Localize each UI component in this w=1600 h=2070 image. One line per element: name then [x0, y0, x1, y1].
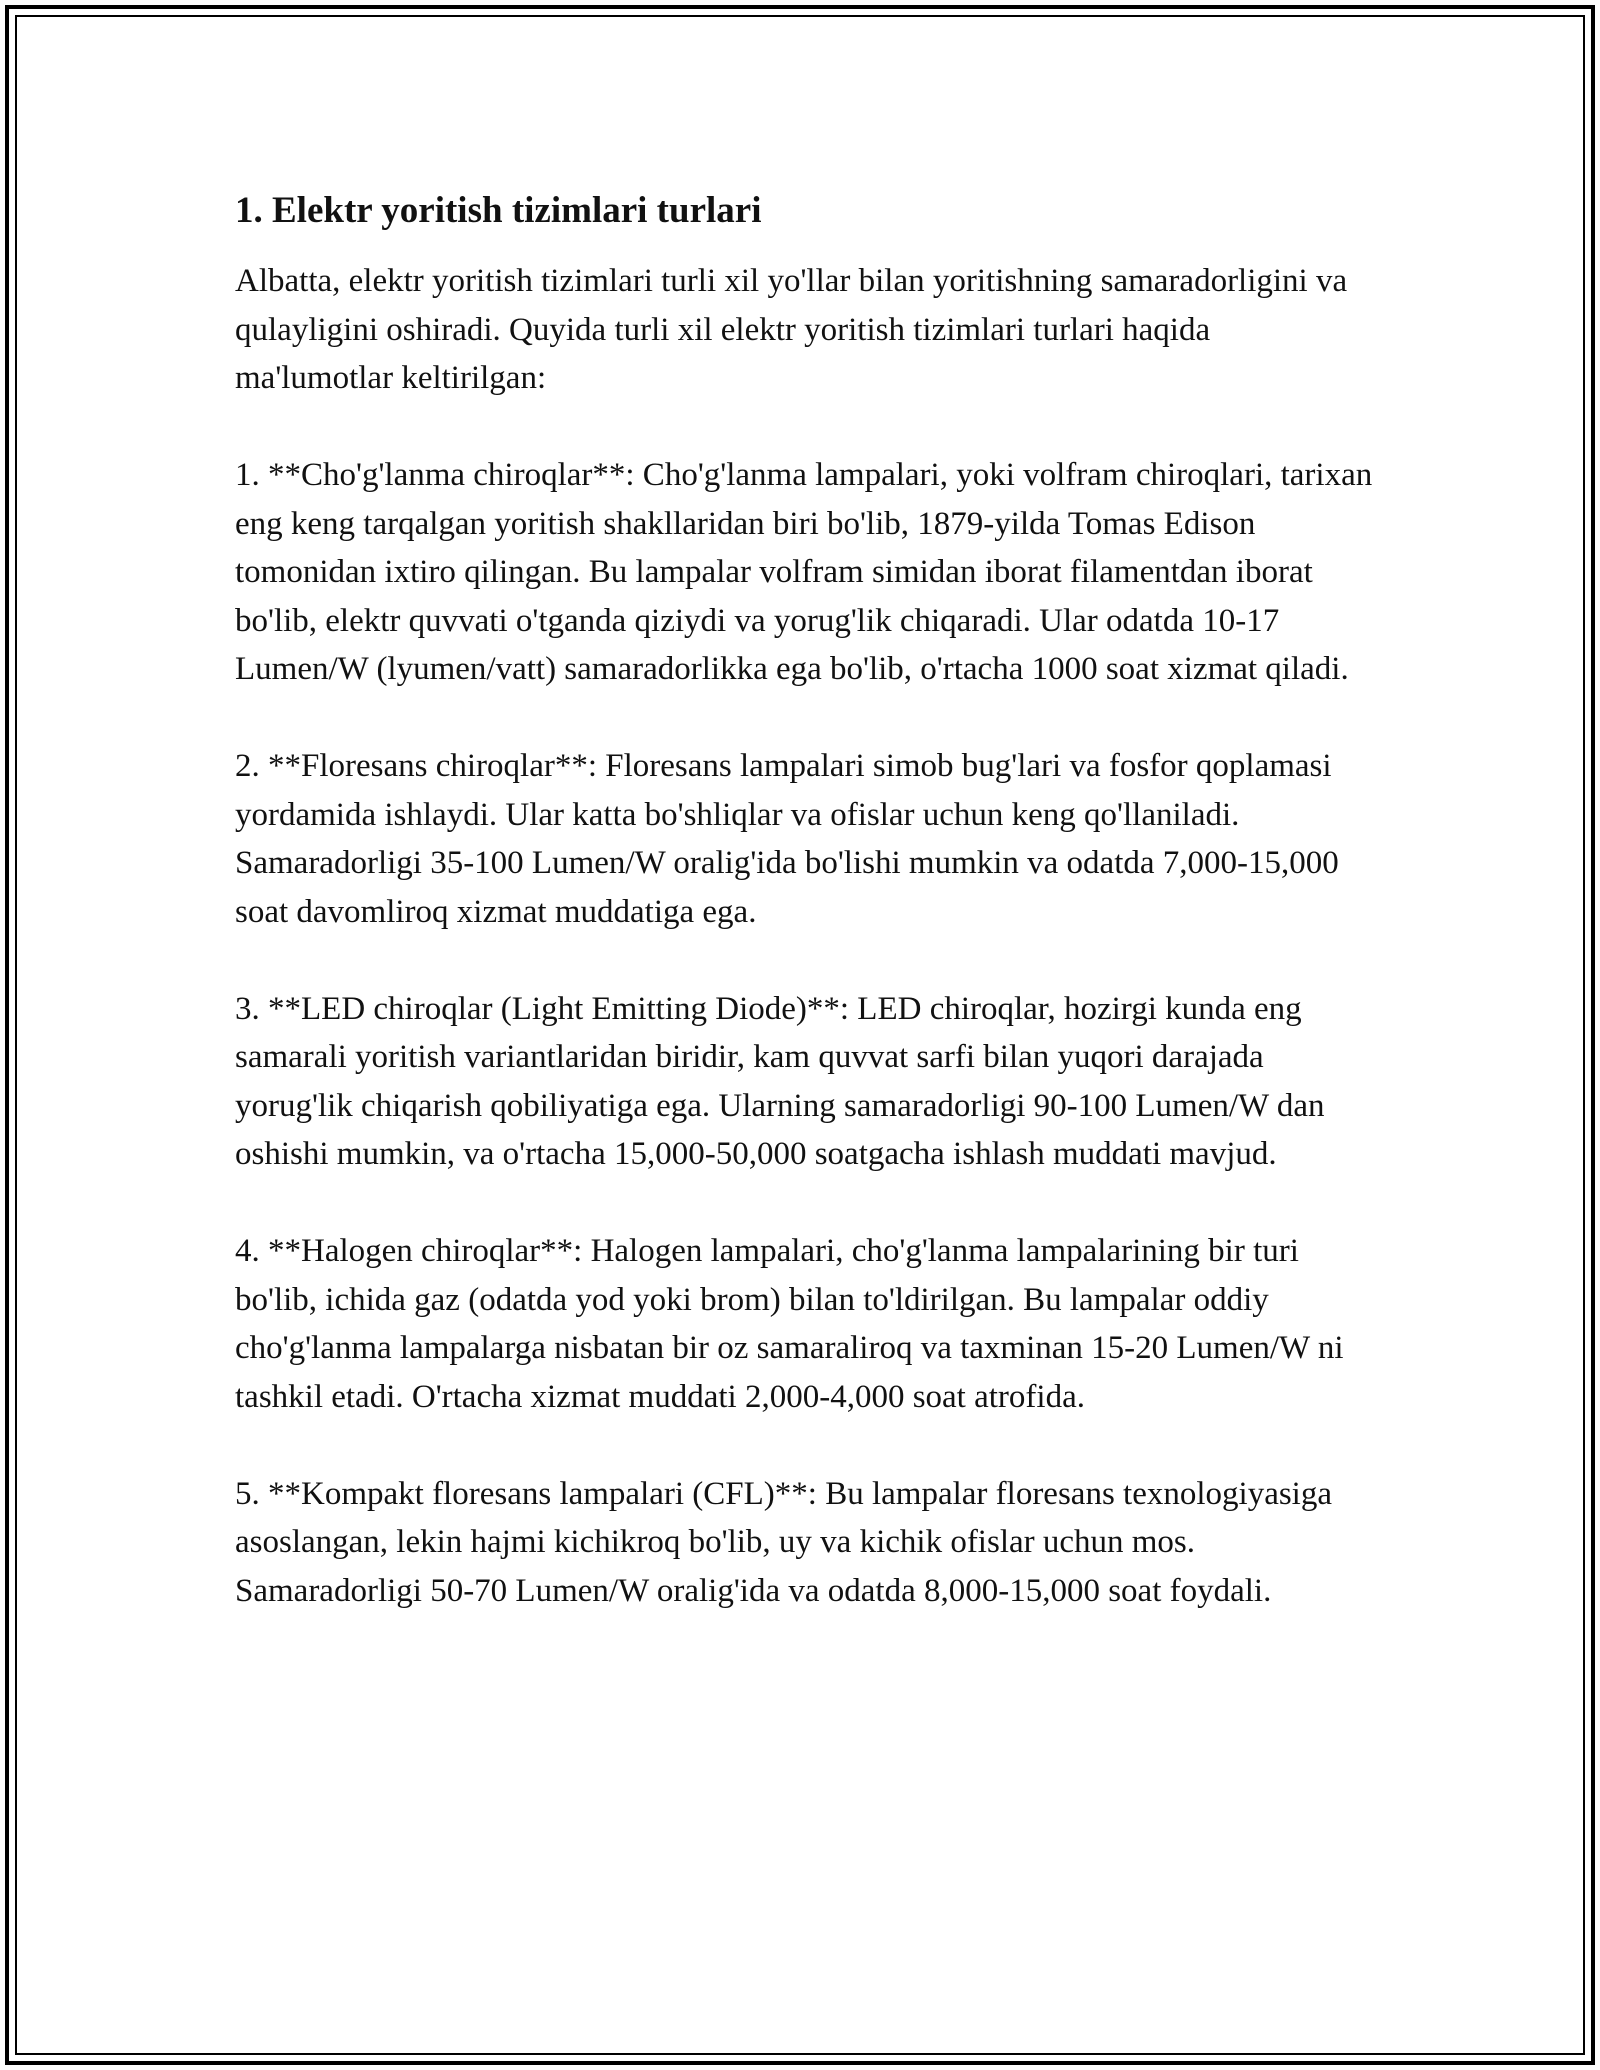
document-body [235, 187, 1375, 1664]
list-item: 3. **LED chiroqlar (Light Emitting Diode)**: LED chiroqlar, hozirgi kunda eng samarali yoritish variantlaridan biridir, kam quvvat sarfi bilan yuqori darajada yorug'lik chiqarish qobiliyatiga ega. Ularning samaradorligi 90-100 Lumen/W dan oshishi mumkin, va o'rtacha 15,000-50,000 soatgacha ishlash muddati mavjud. [235, 990, 1325, 1172]
list-item: 4. **Halogen chiroqlar**: Halogen lampalari, cho'g'lanma lampalarining bir turi bo'lib, ichida gaz (odatda yod yoki brom) bilan to'ldirilgan. Bu lampalar oddiy cho'g'lanma lampalarga nisbatan bir oz samaraliroq va taxminan 15-20 Lumen/W ni tashkil etadi. O'rtacha xizmat muddati 2,000-4,000 soat atrofida. [235, 1233, 1344, 1415]
document-title: 1. Elektr yoritish tizimlari turlari [235, 190, 762, 231]
list-item: 5. **Kompakt floresans lampalari (CFL)**: Bu lampalar floresans texnologiyasiga asoslangan, lekin hajmi kichikroq bo'lib, uy va kichik ofislar uchun mos. Samaradorligi 50-70 Lumen/W oralig'ida va odatda 8,000-15,000 soat foydali. [235, 1475, 1332, 1609]
list-item: 2. **Floresans chiroqlar**: Floresans lampalari simob bug'lari va fosfor qoplamasi yordamida ishlaydi. Ular katta bo'shliqlar va ofislar uchun keng qo'llaniladi. Samaradorligi 35-100 Lumen/W oralig'ida bo'lishi mumkin va odatda 7,000-15,000 soat davomliroq xizmat muddatiga ega. [235, 748, 1339, 930]
intro-paragraph: Albatta, elektr yoritish tizimlari turli xil yo'llar bilan yoritishning samaradorligini va qulayligini oshiradi. Quyida turli xil elektr yoritish tizimlari turlari haqida ma'lumotlar keltirilgan: [235, 263, 1348, 396]
list-item: 1. **Cho'g'lanma chiroqlar**: Cho'g'lanma lampalari, yoki volfram chiroqlari, tarixan eng keng tarqalgan yoritish shakllaridan biri bo'lib, 1879-yilda Tomas Edison tomonidan ixtiro qilingan. Bu lampalar volfram simidan iborat filamentdan iborat bo'lib, elektr quvvati o'tganda qiziydi va yorug'lik chiqaradi. Ular odatda 10-17 Lumen/W (lyumen/vatt) samaradorlikka ega bo'lib, o'rtacha 1000 soat xizmat qiladi. [235, 457, 1373, 687]
